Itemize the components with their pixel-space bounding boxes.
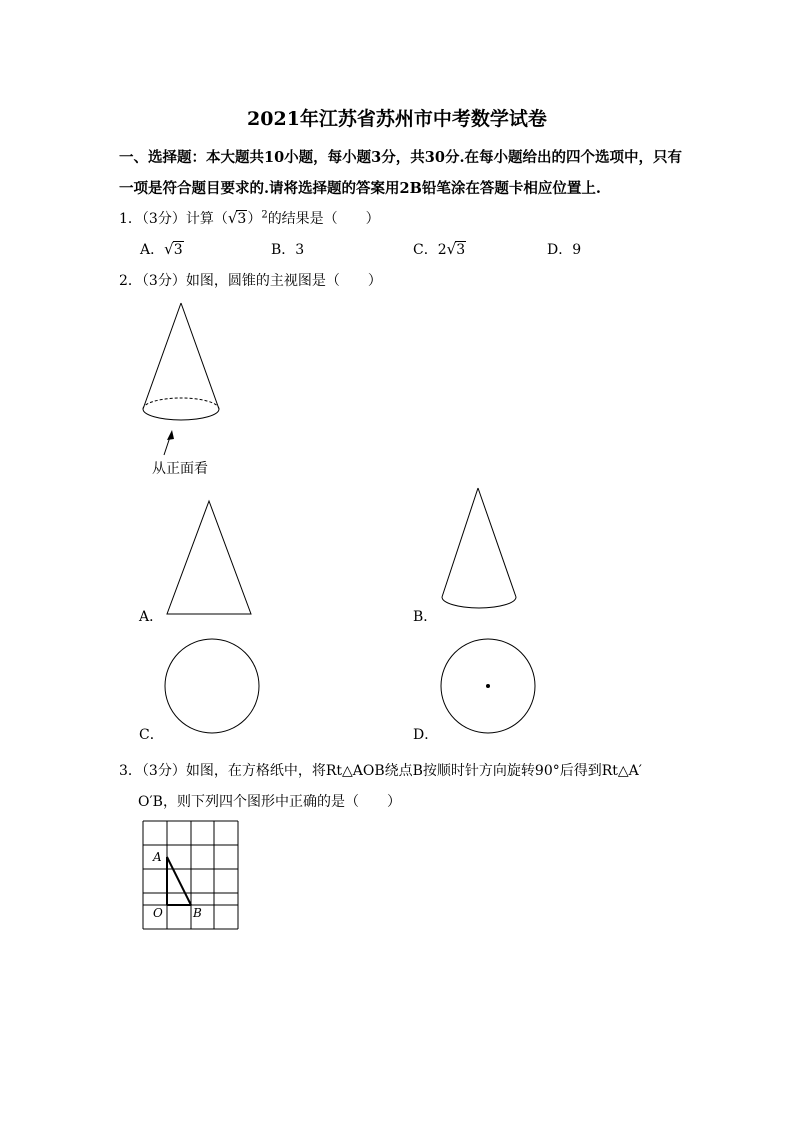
- q1-option-b[interactable]: B．3: [271, 242, 305, 258]
- q3-stem-line-2: O′B，则下列四个图形中正确的是（ ）: [138, 794, 401, 810]
- q2-option-c-circle: [165, 639, 259, 733]
- cone-base-front: [143, 409, 219, 420]
- section-heading-line-2: 一项是符合题目要求的.请将选择题的答案用2B铅笔涂在答题卡相应位置上.: [119, 180, 601, 197]
- q2-option-d-label[interactable]: D．: [413, 727, 439, 743]
- q2-stem: 2．（3分）如图，圆锥的主视图是（ ）: [119, 273, 382, 289]
- q1-option-d[interactable]: D．9: [547, 242, 582, 258]
- q1-option-c-label: C．2: [413, 242, 447, 258]
- q1-option-a-sqrt: √3: [164, 240, 183, 258]
- q2-cone-figure: [143, 303, 219, 455]
- q1-option-a-label: A．: [140, 242, 165, 258]
- view-arrow-head: [167, 430, 174, 440]
- q2-option-a-triangle: [167, 501, 251, 614]
- q2-option-d-center-dot: [486, 684, 490, 688]
- page-title: 2021年江苏省苏州市中考数学试卷: [247, 108, 547, 130]
- q3-stem-line-1: 3．（3分）如图，在方格纸中，将Rt△AOB绕点B按顺时针方向旋转90°后得到Rt△A′: [119, 763, 642, 779]
- q3-grid-label-b: B: [193, 906, 202, 920]
- cone-base-back-dashed: [143, 398, 219, 409]
- q1-sqrt: √3: [227, 209, 247, 227]
- q1-option-a-radicand: 3: [173, 242, 183, 258]
- q1-stem-part-c: 的结果是（ ）: [267, 211, 380, 227]
- q1-option-c-sqrt: √3: [446, 240, 466, 258]
- q1-exponent: 2: [261, 209, 268, 221]
- q3-grid-label-o: O: [153, 906, 163, 920]
- q2-option-a-label[interactable]: A．: [139, 609, 164, 625]
- q2-option-b-label[interactable]: B．: [413, 609, 438, 625]
- q3-triangle-aob: [167, 857, 191, 905]
- q2-option-c-label[interactable]: C．: [139, 727, 164, 743]
- cone-right-edge: [181, 303, 219, 409]
- q1-stem-part-a: 1．（3分）计算（: [119, 211, 228, 227]
- q2-option-b-cone: [442, 488, 516, 608]
- q1-radicand: 3: [237, 211, 247, 227]
- section-heading-line-1: 一、选择题：本大题共10小题，每小题3分，共30分.在每小题给出的四个选项中，只有: [119, 149, 682, 166]
- view-direction-label: 从正面看: [152, 461, 208, 477]
- cone-left-edge: [143, 303, 181, 409]
- q1-stem-part-b: ）: [247, 211, 262, 227]
- q1-option-c-radicand: 3: [456, 242, 466, 258]
- q3-grid-label-a: A: [153, 850, 162, 864]
